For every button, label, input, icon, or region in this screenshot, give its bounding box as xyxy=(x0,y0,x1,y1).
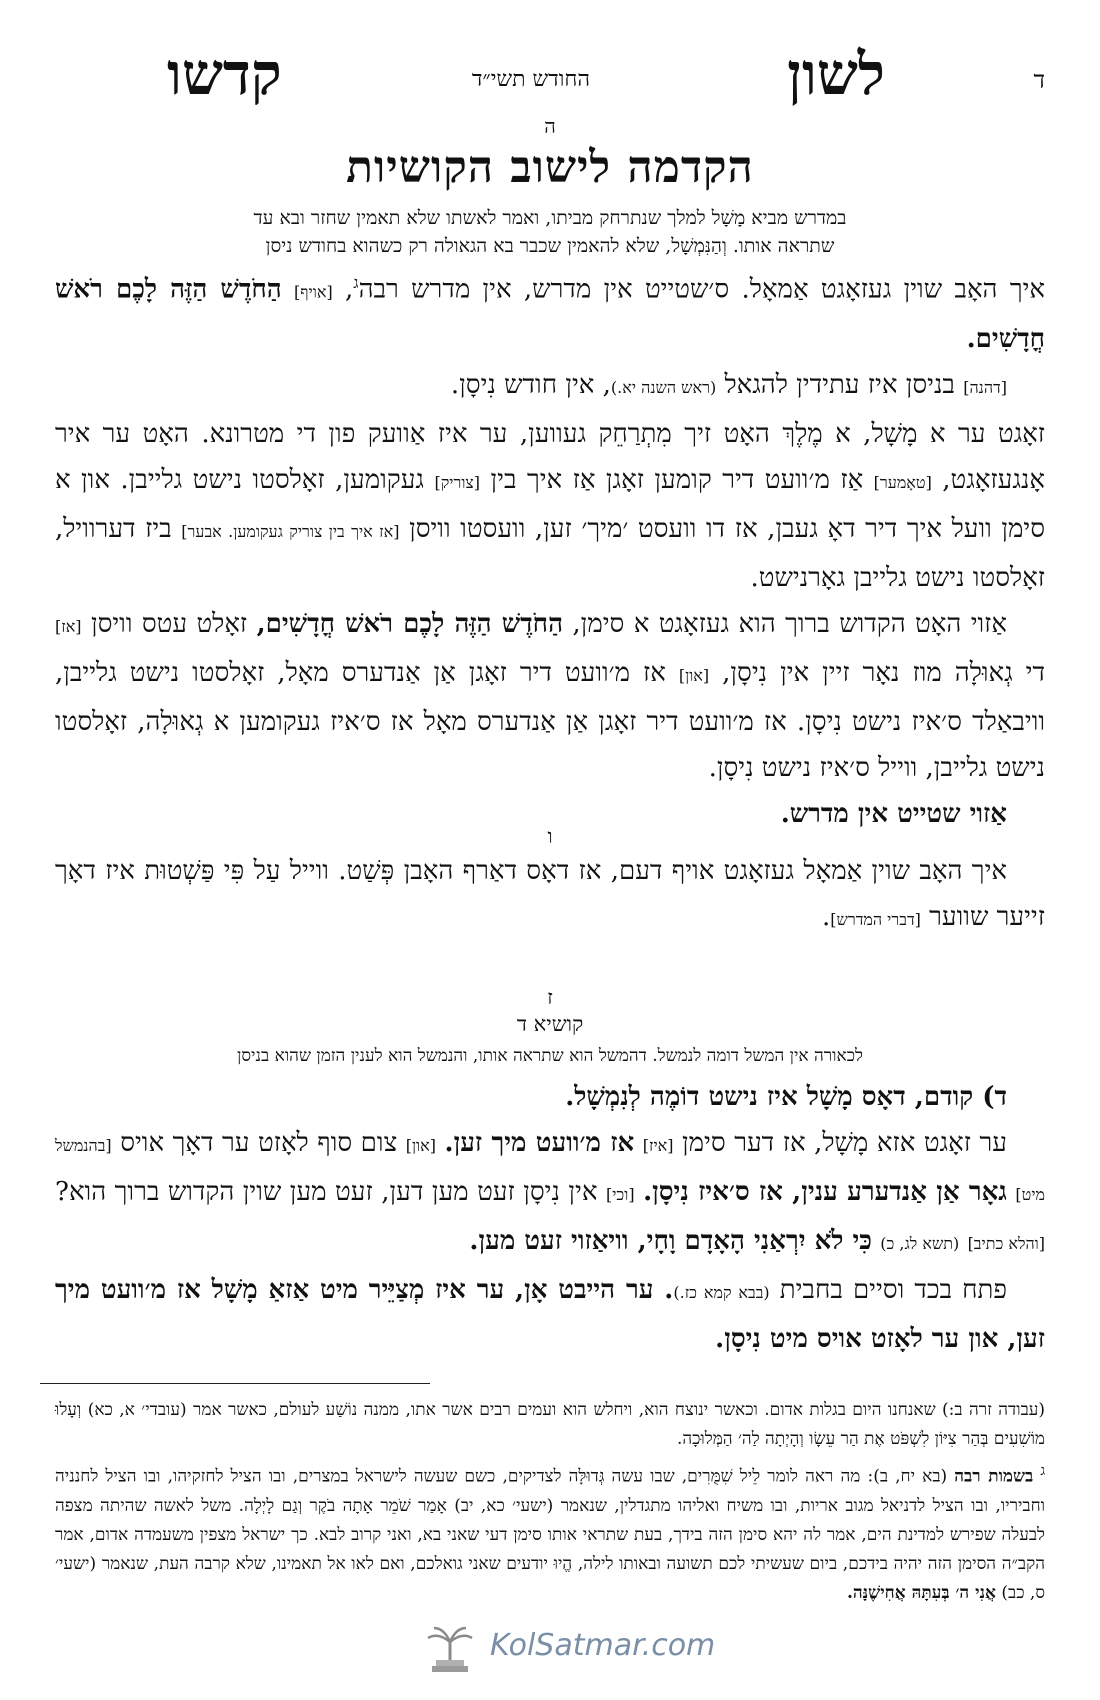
paragraph-text: . xyxy=(822,902,831,932)
paragraph-text: אַזוי האָט הקדוש ברוך הוא געזאָגט א סימן, xyxy=(572,608,1008,639)
paragraph-text: זאָגט ער א מָשָׁל, א מֶלֶךְ האָט זיך מִתְרַחֵק געווען, ער איז אַוועק פון די מטרונא. xyxy=(201,418,1046,449)
source-ref: (ראש השנה יא.) xyxy=(610,377,717,397)
source-ref: (ישעי׳ ס, כב) xyxy=(55,1553,1045,1603)
footnote xyxy=(55,1396,1045,1454)
bracket-note: [און] xyxy=(678,665,710,685)
paragraph xyxy=(55,1120,1045,1267)
paragraph: איך האָב שוין געזאָגט אַמאָל. ס׳שטייט אין מדרש, אין מדרש רבה$^ג$, [אויף] הַחֹדֶשׁ הַזֶּה לָכֶם רֹאשׁ חֳדָשִׁים. xyxy=(55,273,1046,354)
verse-text: אֲנִי ה׳ בְּעִתָּהּ אֲחִישֶׁנָּה. xyxy=(846,1582,996,1603)
paragraph xyxy=(55,848,1045,943)
section-title: הקדמה לישוב הקושיות xyxy=(346,142,754,193)
paragraph-text: אין נִיסָן זעט מען דען, זעט מען שוין הקדוש ברוך הוא? xyxy=(55,1177,598,1207)
bracket-note: [און] xyxy=(405,1136,436,1155)
paragraph-text: ביז דערוויל, זאָלסטו נישט גלייבן גאָרנישט. xyxy=(55,513,1045,593)
paragraph-text: אז מ׳וועט מיך זען. xyxy=(444,1128,635,1158)
bracket-note: [בהנמשל מיט] xyxy=(55,1136,1045,1204)
source-ref: (בבא קמא כז.) xyxy=(673,1283,770,1302)
footnote-marker: ג xyxy=(353,273,359,292)
paragraph xyxy=(55,601,1045,791)
verse-text: הַחֹדֶשׁ הַזֶּה לָכֶם רֹאשׁ חֳדָשִׁים, xyxy=(256,608,564,639)
source-ref: (בא יח, ב) xyxy=(873,1466,948,1487)
paragraph-text: פתח בכד וסיים בחבית xyxy=(779,1275,1007,1305)
footnote-marker: ג xyxy=(1040,1463,1046,1479)
bracket-note: [וכי] xyxy=(605,1185,635,1204)
watermark-text: KolSatmar.com xyxy=(490,1628,716,1663)
bracket-note: [טאָמער] xyxy=(873,472,932,492)
paragraph-text: . ער הייבט אָן, ער איז מְצַיֵּיר מיט אַזאַ מָשָׁל אז מ׳וועט מיך זען, און ער לאָזט אויס מיט נִיסָן. xyxy=(55,1275,1045,1354)
paragraph-text: אַז מ׳וועט דיר קומען זאָגן אַז איך בין xyxy=(490,464,864,495)
paragraph-text: גאָר אַן אַנדערע ענין, אז ס׳איז נִיסָן. xyxy=(643,1177,1007,1207)
kolsatmar-watermark xyxy=(420,1622,716,1682)
bracket-note: [אויף] xyxy=(294,282,333,302)
footnote-heading: בשמות רבה xyxy=(954,1466,1034,1487)
page-header xyxy=(55,40,1045,110)
verse-text: כִּי לֹא יִרְאַנִי הָאָדָם וָחָי, וויאַזוי זעט מען. xyxy=(469,1226,873,1256)
section-v-body xyxy=(55,848,1045,943)
paragraph xyxy=(55,362,1045,411)
paragraph-text: אז מ׳וועט דיר זאָגן אַן אַנדערס מאָל, זאָלסטו נישט גלייבן, וויבאַלד ס׳איז נישט נִיסָן. אז מ׳וועט דיר זאָגן אַן אַנדערס מאָל אז ס׳איז געקומען א גְאוּלָה, זאָלסטו נישט גלייבן, ווייל ס׳איז נישט נִיסָן. xyxy=(55,657,1045,783)
paragraph-text: , אין חודש נִיסָן. xyxy=(450,369,611,400)
page-number: ד xyxy=(1033,66,1045,94)
footnote-text: וְעָלוּ מוֹשִׁעִים בְּהַר צִיּוֹן לִשְׁפֹּט אֶת הַר עֵשָׂו וְהָיְתָה לַה׳ הַמְּלוּכָה. xyxy=(55,1400,1045,1449)
section-z-body xyxy=(55,1074,1045,1362)
footnote-divider xyxy=(40,1383,430,1384)
footnote-text: : מה ראה לומר לֵיל שִׁמֻּרִים, שבו עשה גְּדוּלָּה לצדיקים, כשם שעשה לישראל במצרים, ובו הציל לחזקיהו, ובו הציל לחנניה וחביריו, ובו הציל לדניאל מגוב אריות, ובו משיח ואליהו מתגדלין, שנאמר xyxy=(55,1466,1046,1516)
footnote-text: שאנחנו היום בגלות אדום. וכאשר ינוצח הוא, ויחלש הוא ועמים רבים אשר אתו, ממנה נוֹשַׁע לעולם, כאשר אמר xyxy=(193,1400,936,1420)
paragraph: ד) קודם, דאָס מָשָׁל איז נישט דוֹמֶה לְנִמְשָׁל. xyxy=(565,1082,1007,1112)
paragraph: אַזוי שטייט אין מדרש. xyxy=(780,798,1007,829)
source-ref: (עבודה זרה ב:) xyxy=(942,1400,1046,1420)
paragraph-text: בניסן איז עתידין להגאל xyxy=(724,369,955,400)
bracket-note: [והלא כתיב] xyxy=(967,1234,1045,1253)
subhead-line: שתראה אותו. וְהַנִּמְשָׁל, שלא להאמין שכבר בא הגאולה רק כשהוא בחודש ניסן xyxy=(265,235,835,257)
paragraph xyxy=(55,411,1045,601)
bracket-note: [צוריק] xyxy=(434,472,481,492)
section-e-body xyxy=(55,260,1045,837)
header-month: החודש תשי״ד xyxy=(471,67,590,92)
verse-text: הַחֹדֶשׁ הַזֶּה לָכֶם רֹאשׁ חֳדָשִׁים. xyxy=(55,274,1045,354)
footnote-text: אָמַר שֹׁמֵר אָתָה בֹקֶר וְגַם לָיְלָה. משל לאשה שהיתה מצפה לבעלה שפירש למדינת הים, אמר לה יהא סימן הזה בידך, בעת שתראי אותו סימן דעי שאני בא, ואני קרוב לבא. כך ישראל מצפין משעמדה אדום, אמר הקב״ה הסימן הזה יהיה בידכם, ביום שעשיתי לכם תשועה ובאותו לילה, הֱיוּ יודעים שאני גואלכם, ואם לאו אל תאמינו, שלא קרבה העת, שנאמר xyxy=(55,1495,1046,1574)
paragraph-text: איך האָב שוין געזאָגט אַמאָל. ס׳שטייט אין מדרש, אין מדרש רבה xyxy=(358,274,1046,305)
header-title-left: קדשו xyxy=(167,40,282,108)
kushya-subhead: לכאורה אין המשל דומה לנמשל. דהמשל הוא שתראה אותו, והנמשל הוא לענין הזמן שהוא בניסן xyxy=(237,1046,863,1066)
bracket-note: [אז] xyxy=(55,616,82,636)
footnote xyxy=(55,1457,1045,1608)
footnotes xyxy=(55,1396,1045,1611)
paragraph xyxy=(55,1267,1045,1362)
bracket-note: [דהנה] xyxy=(963,377,1007,397)
header-title-right: לשון xyxy=(787,40,885,108)
paragraph-text: געקומען, זאָלסטו נישט גלייבן. און א סימן וועל איך דיר דאָ געבן, אז דו וועסט ׳מיך׳ זען, וועסטו וויסן xyxy=(55,464,1045,544)
bracket-note: [אז איך בין צוריק געקומען. אבער] xyxy=(181,521,400,541)
section-letter-e: ה xyxy=(544,114,556,138)
paragraph-text: זאָלט עטס וויסן xyxy=(90,608,248,639)
subhead-line: במדרש מביא מָשָׁל למלך שנתרחק מביתו, ואמר לאשתו שלא תאמין שחזר ובא עד xyxy=(253,207,847,229)
paragraph-text: איך האָב שוין אַמאָל געזאָגט אויף דעם, אז דאָס דאַרף האָבן פְּשַׁט. ווייל עַל פִּי פַּשְׁטוּת איז דאָך זייער שווער xyxy=(55,856,1045,932)
source-ref: (תשא לג, כ) xyxy=(880,1234,960,1253)
source-ref: (עובדי׳ א, כא) xyxy=(87,1400,187,1420)
bracket-note: [דברי המדרש] xyxy=(830,910,921,929)
paragraph-text: צום סוף לאָזט ער דאָך אויס xyxy=(120,1128,398,1158)
paragraph-text: ער זאָגט אזא מָשָׁל, אז דער סימן xyxy=(682,1128,1007,1158)
bracket-note: [איז] xyxy=(642,1136,674,1155)
section-letter-z: ז xyxy=(547,985,553,1009)
section-letter-v: ו xyxy=(547,824,553,848)
paragraph-text: די גְאוּלָה מוז נאָר זיין אין נִיסָן, xyxy=(722,657,1046,688)
palm-tree-books-icon xyxy=(420,1622,480,1680)
paragraph-text: האָט ער איר אָנגעזאָגט, xyxy=(55,418,1046,495)
kushya-title: קושיא ד xyxy=(516,1012,584,1036)
section-subhead xyxy=(150,204,950,260)
source-ref: (ישעי׳ כא, יב) xyxy=(454,1495,554,1516)
